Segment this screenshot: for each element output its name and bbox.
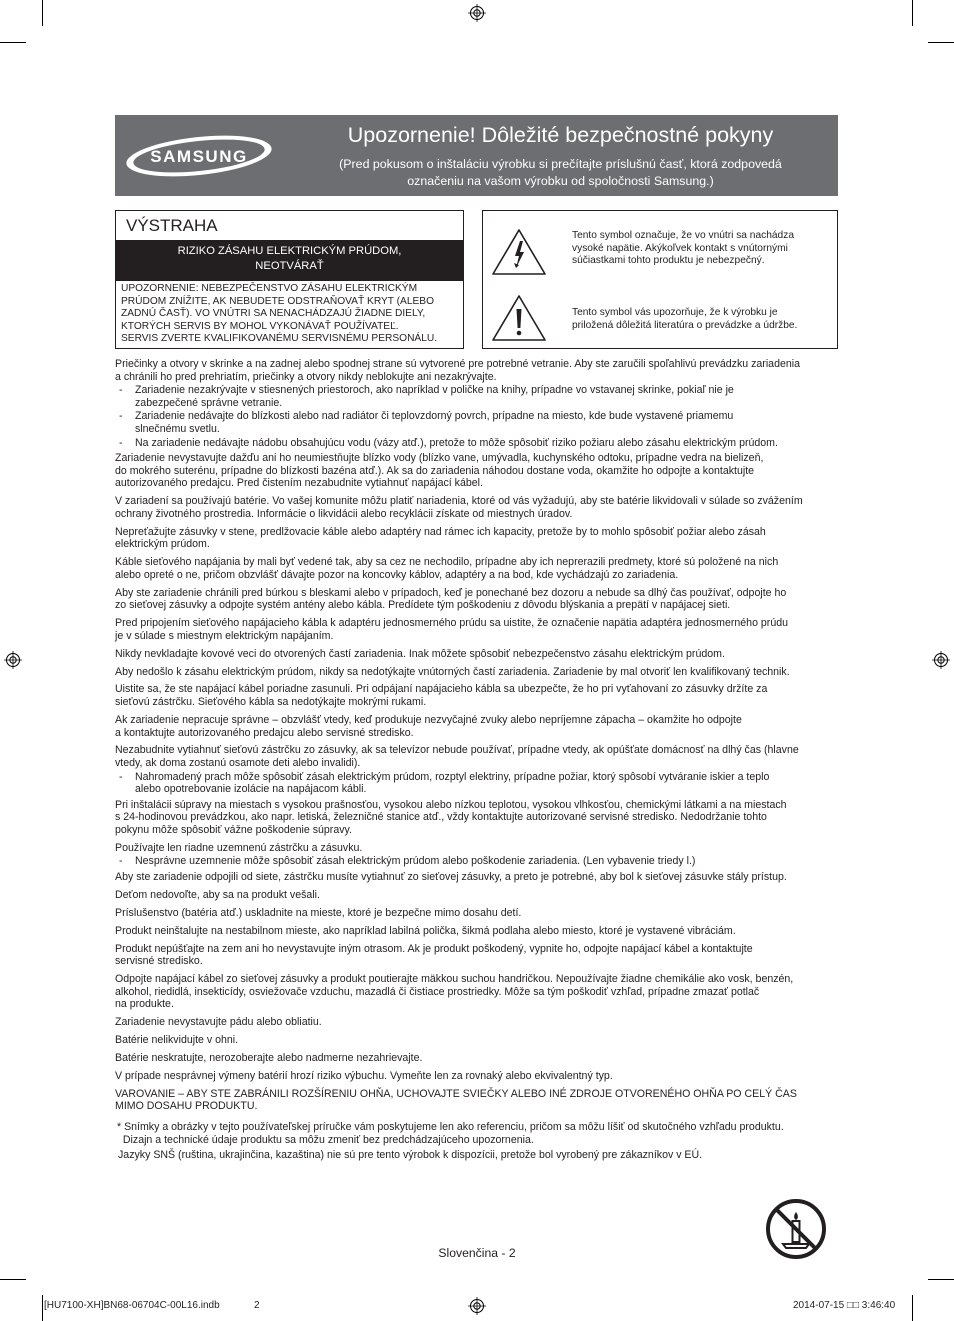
paragraph bbox=[115, 452, 839, 490]
text-line: a chránili ho pred prehriatím, priečinky a otvory nikdy neblokujte ani nezakrývajte. bbox=[115, 370, 497, 383]
no-candle-icon bbox=[765, 1198, 827, 1260]
text-line: Aby nedošlo k zásahu elektrickým prúdom, nikdy sa nedotýkajte vnútorných častí zariadenia. Zariadenie by mal otvoriť len kvalifikovaný technik. bbox=[115, 665, 790, 678]
text-line: Pri inštalácii súpravy na miestach s vysokou prašnosťou, vysokou alebo nízkou teplotou, vysokou vlhkosťou, chemickými látkami a na miestach bbox=[115, 798, 787, 811]
text-line: Odpojte napájací kábel zo sieťovej zásuvky a produkt poutierajte mäkkou suchou handričkou. Nepoužívajte žiadne chemikálie ako vosk, benzén, bbox=[115, 973, 794, 986]
registration-mark-icon bbox=[468, 1297, 486, 1315]
symbol-line: priložená dôležitá literatúra o prevádzke a údržbe. bbox=[572, 319, 798, 331]
text-line: do mokrého suterénu, prípadne do blízkosti bazéna atď.). Ak sa do zariadenia náhodou dostane voda, okamžite ho odpojte a kontaktujte bbox=[115, 464, 755, 477]
paragraph bbox=[115, 1034, 839, 1047]
text-line: Zariadenie nevystavujte pádu alebo obliatiu. bbox=[115, 1016, 322, 1029]
text-line: Nepreťažujte zásuvky v stene, predlžovacie káble alebo adaptéry nad rámec ich kapacity, pretože by to mohlo spôsobiť požiar alebo zásah bbox=[115, 525, 766, 538]
print-slug-page: 2 bbox=[254, 1300, 260, 1311]
text-line: - Nahromadený prach môže spôsobiť zásah elektrickým prúdom, rozptyl elektriny, prípadne požiar, ktorý spôsobí vytváranie iskier a teplo bbox=[135, 770, 770, 783]
crop-mark bbox=[912, 1295, 913, 1321]
exclamation-triangle-icon bbox=[491, 293, 547, 343]
paragraph bbox=[115, 907, 839, 920]
paragraph bbox=[115, 358, 839, 383]
paragraph bbox=[115, 973, 839, 1011]
text-line: Pred pripojením sieťového napájacieho kábla k adaptéru jednosmerného prúdu sa uistite, že označenie napätia adaptéra jednosmerného prúdu bbox=[115, 617, 789, 630]
crop-mark bbox=[0, 1279, 26, 1280]
text-line: alkohol, riedidlá, insekticídy, osviežovače vzduchu, mazadlá či čistiace prostriedky. Môže sa tým poškodiť vzhľad, prípadne zmazať potlač bbox=[115, 985, 760, 998]
text-line: Produkt nepúšťajte na zem ani ho nevystavujte iným otrasom. Ak je produkt poškodený, vypnite ho, odpojte napájací kábel a kontaktujte bbox=[115, 942, 753, 955]
paragraph bbox=[115, 1052, 839, 1065]
warning-band-line: RIZIKO ZÁSAHU ELEKTRICKÝM PRÚDOM, bbox=[177, 245, 402, 257]
registration-mark-icon bbox=[932, 651, 950, 669]
text-line: s 24-hodinovou prevádzkou, ako napr. letiská, železničné stanice atď., vždy kontaktujte autorizované servisné stredisko. Nedodržanie tohto bbox=[115, 811, 767, 824]
text-line: alebo opreté o ne, pričom obzvlášť dávajte pozor na koncovky káblov, adaptéry a na bod, kde vychádzajú zo zariadenia. bbox=[115, 568, 679, 581]
text-line: * Snímky a obrázky v tejto používateľskej príručke vám poskytujeme len ako referenciu, pričom sa môžu líšiť od skutočného vzhľadu produktu. bbox=[117, 1120, 784, 1133]
paragraph bbox=[115, 683, 839, 708]
crop-mark bbox=[42, 1295, 43, 1321]
warning-band-line: NEOTVÁRAŤ bbox=[255, 260, 324, 272]
text-line: Batérie nelikvidujte v ohni. bbox=[115, 1034, 239, 1047]
text-line: Ak zariadenie nepracuje správne – obzvlášť vtedy, keď produkuje nezvyčajné zvuky alebo nepríjemne zápacha – okamžite ho odpojte bbox=[115, 713, 742, 726]
logo-text: SAMSUNG bbox=[150, 147, 248, 166]
page-title: Upozornenie! Dôležité bezpečnostné pokyny bbox=[347, 123, 774, 147]
registration-mark-icon bbox=[468, 4, 486, 22]
text-line: elektrickým prúdom. bbox=[115, 538, 210, 551]
warning-body bbox=[121, 283, 461, 346]
bullet-item bbox=[115, 410, 839, 435]
crop-mark bbox=[0, 42, 26, 43]
text-line: pokynu môže spôsobiť vážne poškodenie súpravy. bbox=[115, 823, 352, 836]
paragraph bbox=[115, 648, 839, 661]
print-slug-file: [HU7100-XH]BN68-06704C-00L16.indb bbox=[44, 1300, 220, 1311]
text-line: Nikdy nevkladajte kovové veci do otvorených častí zariadenia. Inak môžete spôsobiť nebezpečenstvo zásahu elektrickým prúdom. bbox=[115, 647, 725, 660]
paragraph bbox=[115, 714, 839, 739]
text-line: servisné stredisko. bbox=[115, 955, 203, 968]
text-line: V prípade nesprávnej výmeny batérií hrozí riziko výbuchu. Vymeňte len za rovnaký alebo ekvivalentný typ. bbox=[115, 1069, 613, 1082]
symbol-line: vysoké napätie. Akýkoľvek kontakt s vnútornými bbox=[572, 242, 788, 254]
crop-mark bbox=[928, 1279, 954, 1280]
text-line: Aby ste zariadenie odpojili od siete, zástrčku musíte vytiahnuť zo sieťovej zásuvky, a preto je potrebné, aby bol k sieťovej zásuvke stály prístup. bbox=[115, 871, 787, 884]
text-line: Nezabudnite vytiahnuť sieťovú zástrčku zo zásuvky, ak sa televízor nebude používať, prípadne vtedy, ak opúšťate domácnosť na dlhý čas (hlavne bbox=[115, 744, 799, 757]
paragraph bbox=[115, 889, 839, 902]
text-line: Káble sieťového napájania by mali byť vedené tak, aby sa cez ne nechodilo, prípadne aby ich neprerazili predmety, ktoré sú položené na nich bbox=[115, 556, 779, 569]
crop-mark bbox=[912, 0, 913, 26]
page-number: Slovenčina - 2 bbox=[438, 1246, 516, 1260]
paragraph bbox=[115, 587, 839, 612]
symbol-description bbox=[572, 307, 828, 332]
bullet-item bbox=[115, 771, 839, 796]
text-line: MIMO DOSAHU PRODUKTU. bbox=[115, 1100, 258, 1113]
text-line: alebo opotrebovanie izolácie na napájacom kábli. bbox=[135, 783, 367, 796]
safety-instructions bbox=[115, 358, 839, 1162]
paragraph bbox=[115, 1016, 839, 1029]
text-line: Batérie neskratujte, nerozoberajte alebo nadmerne nezahrievajte. bbox=[115, 1051, 423, 1064]
symbol-line: Tento symbol označuje, že vo vnútri sa nachádza bbox=[572, 230, 794, 241]
paragraph bbox=[115, 526, 839, 551]
text-line: slnečnému svetlu. bbox=[135, 422, 220, 435]
text-line: - Nesprávne uzemnenie môže spôsobiť zásah elektrickým prúdom alebo poškodenie zariadenia. (Len vybavenie triedy l.) bbox=[135, 855, 696, 868]
footnote bbox=[115, 1121, 839, 1146]
paragraph bbox=[115, 666, 839, 679]
paragraph bbox=[115, 617, 839, 642]
text-line: Priečinky a otvory v skrinke a na zadnej alebo spodnej strane sú vytvorené pre potrebné vetranie. Aby ste zaručili spoľahlivú prevádzku zariadenia bbox=[115, 358, 800, 370]
paragraph bbox=[115, 943, 839, 968]
text-line: vtedy, ak doma zostanú osamote deti alebo invalidi). bbox=[115, 757, 361, 769]
text-line: Jazyky SNŠ (ruština, ukrajinčina, kazaština) nie sú pre tento výrobok k dispozícii, pretože bol vyrobený pre zákazníkov v EÚ. bbox=[118, 1149, 703, 1162]
text-line: je v súlade s miestnym elektrickým napájaním. bbox=[115, 629, 334, 642]
symbol-line: Tento symbol vás upozorňuje, že k výrobku je bbox=[572, 307, 778, 318]
text-line: sieťovú zástrčku. Sieťového kábla sa nedotýkajte mokrými rukami. bbox=[115, 696, 427, 709]
paragraph bbox=[115, 744, 839, 769]
paragraph bbox=[115, 1088, 839, 1113]
print-slug-date: 2014-07-15 □□ 3:46:40 bbox=[793, 1300, 896, 1311]
text-line: Deťom nedovoľte, aby sa na produkt vešali. bbox=[115, 888, 320, 901]
paragraph bbox=[115, 842, 839, 855]
text-line: na produkte. bbox=[115, 998, 174, 1011]
bullet-item bbox=[115, 384, 839, 409]
registration-mark-icon bbox=[4, 651, 22, 669]
text-line: zo sieťovej zásuvky a odpojte systém antény alebo kábla. Predídete tým poškodeniu z dôvodu blýskania a prepätí v napájacej sieti. bbox=[115, 599, 731, 612]
paragraph bbox=[115, 1070, 839, 1083]
symbol-description bbox=[572, 230, 828, 268]
bullet-item bbox=[115, 437, 839, 450]
crop-mark bbox=[42, 0, 43, 26]
paragraph bbox=[115, 556, 839, 581]
bullet-item bbox=[115, 855, 839, 868]
paragraph bbox=[115, 495, 839, 520]
text-line: Uistite sa, že ste napájací kábel poriadne zasunuli. Pri odpájaní napájacieho kábla sa ubezpečte, že ho pri vyťahovaní zo zásuvky držíte za bbox=[115, 683, 768, 696]
text-line: Aby ste zariadenie chránili pred búrkou s bleskami alebo v prípadoch, keď je ponechané bez dozoru a nebude sa dlhý čas používať, odpojte ho bbox=[115, 586, 787, 599]
page-subtitle bbox=[283, 156, 838, 190]
subtitle-line: (Pred pokusom o inštaláciu výrobku si prečítajte príslušnú časť, ktorá zodpovedá bbox=[339, 157, 782, 171]
symbol-line: súčiastkami tohto produktu je nebezpečný. bbox=[572, 255, 765, 267]
text-line: - Zariadenie nedávajte do blízkosti alebo nad radiátor či teplovzdorný povrch, prípadne na miesto, kde bude vystavené priamemu bbox=[135, 410, 734, 423]
text-line: Zariadenie nevystavujte dažďu ani ho neumiestňujte blízko vody (blízko vane, umývadla, kuchynského odtoku, prípadne vedra na bielizeň, bbox=[115, 452, 764, 465]
text-line: VAROVANIE – ABY STE ZABRÁNILI ROZŠÍRENIU OHŇA, UCHOVAJTE SVIEČKY ALEBO INÉ ZDROJE OTVORENÉHO OHŇA PO CELÝ ČAS bbox=[115, 1087, 797, 1100]
warning-body-line: UPOZORNENIE: NEBEZPEČENSTVO ZÁSAHU ELEKTRICKÝM bbox=[121, 283, 418, 294]
warning-title: VÝSTRAHA bbox=[126, 216, 218, 235]
text-line: autorizovaného predajcu. Pred čistením nezabudnite vytiahnuť napájací kábel. bbox=[115, 477, 483, 490]
samsung-logo bbox=[125, 135, 273, 177]
symbols-box bbox=[482, 210, 838, 349]
text-line: a kontaktujte autorizovaného predajcu alebo servisné stredisko. bbox=[115, 726, 414, 739]
text-line: Produkt neinštalujte na nestabilnom mieste, ako napríklad labilná polička, šikmá podlaha alebo miesto, ktoré je vystavené vibráciám. bbox=[115, 924, 736, 937]
warning-box bbox=[115, 210, 464, 349]
text-line: Príslušenstvo (batéria atď.) uskladnite na mieste, ktoré je bezpečne mimo dosahu detí. bbox=[115, 906, 522, 919]
warning-band bbox=[116, 240, 463, 281]
lightning-triangle-icon bbox=[491, 227, 547, 277]
header-banner bbox=[115, 115, 838, 196]
text-line: - Na zariadenie nedávajte nádobu obsahujúcu vodu (vázy atď.), pretože to môže spôsobiť riziko požiaru alebo zásahu elektrickým prúdom. bbox=[135, 436, 778, 449]
warning-body-line: SERVIS ZVERTE KVALIFIKOVANÉMU SERVISNÉMU PERSONÁLU. bbox=[121, 333, 438, 345]
warning-body-line: ZADNÚ ČASŤ). VO VNÚTRI SA NENACHÁDZAJÚ ŽIADNE DIELY, bbox=[121, 308, 426, 320]
paragraph bbox=[115, 925, 839, 938]
paragraph bbox=[115, 871, 839, 884]
text-line: V zariadení sa používajú batérie. Vo vašej komunite môžu platiť nariadenia, ktoré od vás vyžadujú, aby ste batérie likvidovali v súlade so zvážením bbox=[115, 495, 803, 508]
subtitle-line: označeniu na vašom výrobku od spoločnosti Samsung.) bbox=[407, 174, 714, 188]
warning-body-line: KTORÝCH SERVIS BY MOHOL VYKONÁVAŤ POUŽÍVATEĽ. bbox=[121, 320, 399, 332]
crop-mark bbox=[928, 42, 954, 43]
warning-body-line: PRÚDOM ZNÍŽITE, AK NEBUDETE ODSTRAŇOVAŤ KRYT (ALEBO bbox=[121, 295, 435, 307]
text-line: zabezpečené správne vetranie. bbox=[135, 396, 283, 409]
paragraph bbox=[115, 799, 839, 837]
text-line: ochrany životného prostredia. Informácie o likvidácii alebo recyklácii získate od miestnych úradov. bbox=[115, 507, 573, 520]
text-line: Dizajn a technické údaje produktu sa môžu zmeniť bez predchádzajúceho upozornenia. bbox=[117, 1133, 534, 1146]
footnote bbox=[115, 1149, 839, 1162]
text-line: Používajte len riadne uzemnenú zástrčku a zásuvku. bbox=[115, 841, 363, 854]
text-line: - Zariadenie nezakrývajte v stiesnených priestoroch, ako napríklad v poličke na knihy, prípadne vo vstavanej skrinke, pokiaľ nie je bbox=[135, 384, 734, 397]
